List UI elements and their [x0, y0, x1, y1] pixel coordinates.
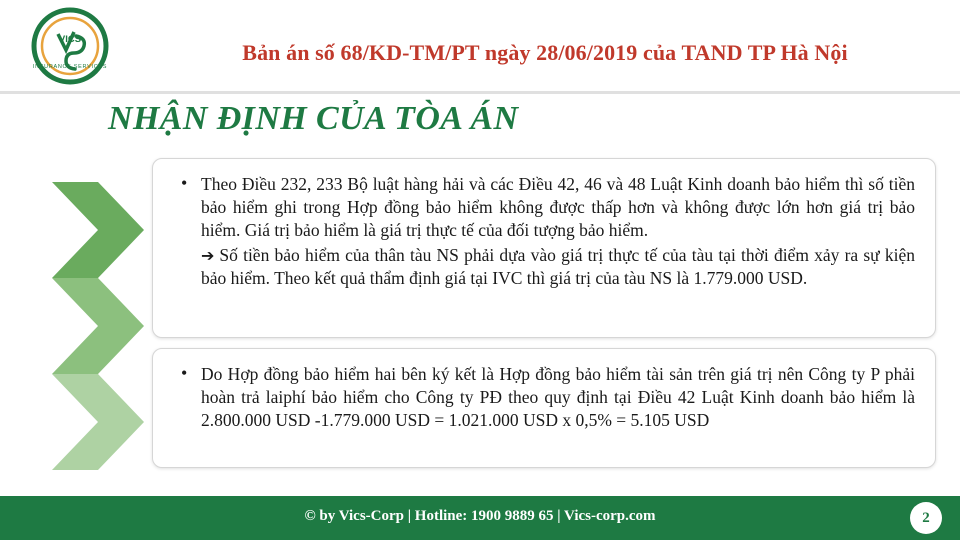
- chevron-down-icon: [46, 178, 150, 282]
- page-title: Bản án số 68/KD-TM/PT ngày 28/06/2019 của TAND TP Hà Nội: [242, 40, 848, 65]
- content-box-2: [152, 348, 936, 468]
- bullet-list-2: [153, 349, 935, 444]
- svg-text:INSURANCE SERVICES: INSURANCE SERVICES: [32, 64, 108, 70]
- bullet-text: Theo Điều 232, 233 Bộ luật hàng hải và các Điều 42, 46 và 48 Luật Kinh doanh bảo hiểm thì số tiền bảo hiểm ghi trong Hợp đồng bảo hiểm không được thấp hơn và không được lớn hơn giá trị bảo hiểm. Giá trị bảo hiểm là giá trị thực tế của đối tượng bảo hiểm.: [201, 174, 915, 241]
- chevron-down-icon: [46, 274, 150, 378]
- footer-text: © by Vics-Corp | Hotline: 1900 9889 65 | Vics-corp.com: [304, 508, 656, 524]
- slide-footer: [0, 496, 960, 540]
- chevron-arrows-group: [46, 178, 150, 478]
- header-divider: [0, 91, 960, 94]
- vics-corp-logo: [18, 6, 122, 86]
- arrow-right-icon: ➔: [201, 246, 215, 266]
- chevron-down-icon: [46, 370, 150, 474]
- page-number-badge: 2: [910, 502, 942, 534]
- bullet-text: Do Hợp đồng bảo hiểm hai bên ký kết là Hợp đồng bảo hiểm tài sản trên giá trị nên Công ty P phải hoàn trả laiphí bảo hiểm cho Công ty PĐ theo quy định tại Điều 42 Luật Kinh doanh bảo hiểm là 2.800.000 USD -1.779.000 USD = 1.021.000 USD x 0,5% = 5.105 USD: [201, 364, 915, 431]
- list-item: [179, 173, 915, 242]
- bullet-text: Số tiền bảo hiểm của thân tàu NS phải dựa vào giá trị thực tế của tàu tại thời điểm xảy ra sự kiện bảo hiểm. Theo kết quả thẩm định giá tại IVC thì giá trị của tàu NS là 1.779.000 USD.: [201, 245, 915, 289]
- slide-header: [0, 0, 960, 92]
- content-box-1: [152, 158, 936, 338]
- svg-text:VICS: VICS: [58, 34, 82, 45]
- bullet-list-1: [153, 159, 935, 302]
- list-item: [179, 363, 915, 432]
- list-item: [179, 244, 915, 290]
- section-title: NHẬN ĐỊNH CỦA TÒA ÁN: [108, 100, 519, 137]
